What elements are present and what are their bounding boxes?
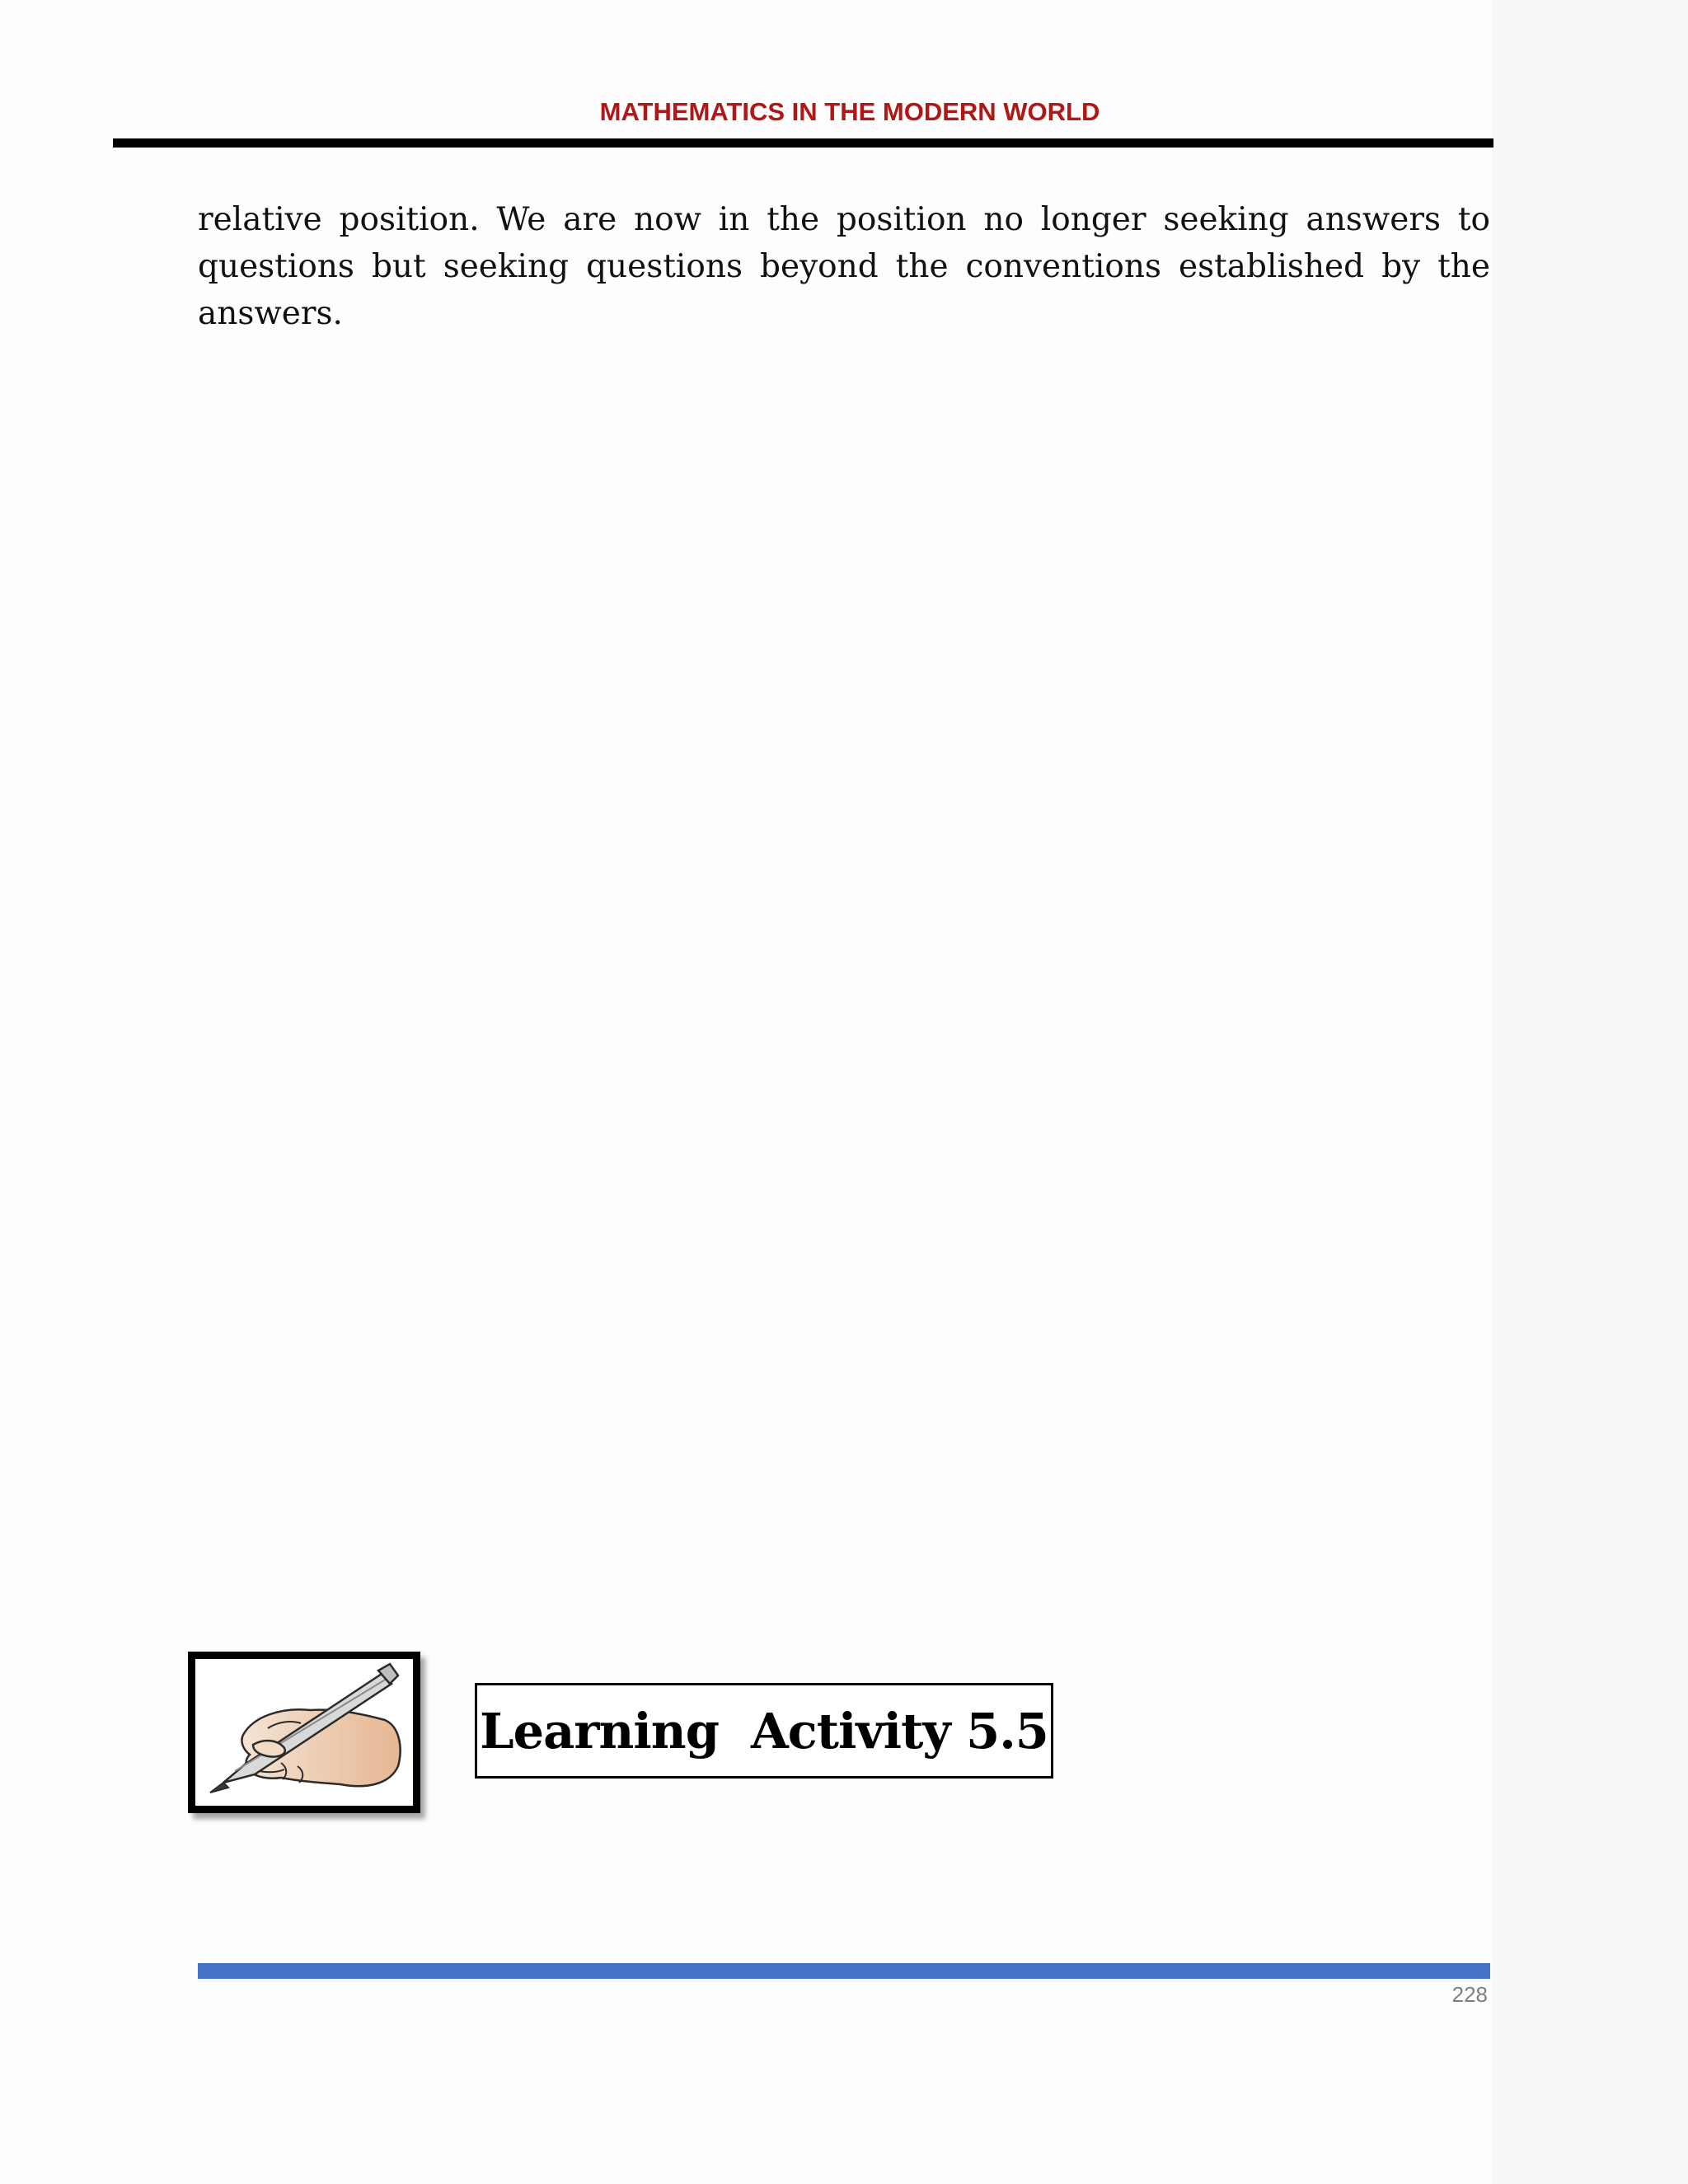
activity-icon-frame xyxy=(188,1652,420,1813)
page-margin-strip xyxy=(1492,0,1688,2184)
page-header-title: MATHEMATICS IN THE MODERN WORLD xyxy=(599,97,1100,126)
footer-divider xyxy=(198,1963,1490,1979)
body-paragraph: relative position. We are now in the position no longer seeking answers to questions but seeking questions beyond the conventions established by the answers. xyxy=(198,201,1490,332)
header-divider xyxy=(113,138,1493,148)
learning-activity-title: Learning Activity 5.5 xyxy=(480,1702,1048,1760)
page-number: 228 xyxy=(1451,1982,1488,2007)
learning-activity-box xyxy=(475,1683,1053,1779)
hand-writing-pencil-icon xyxy=(195,1659,413,1806)
